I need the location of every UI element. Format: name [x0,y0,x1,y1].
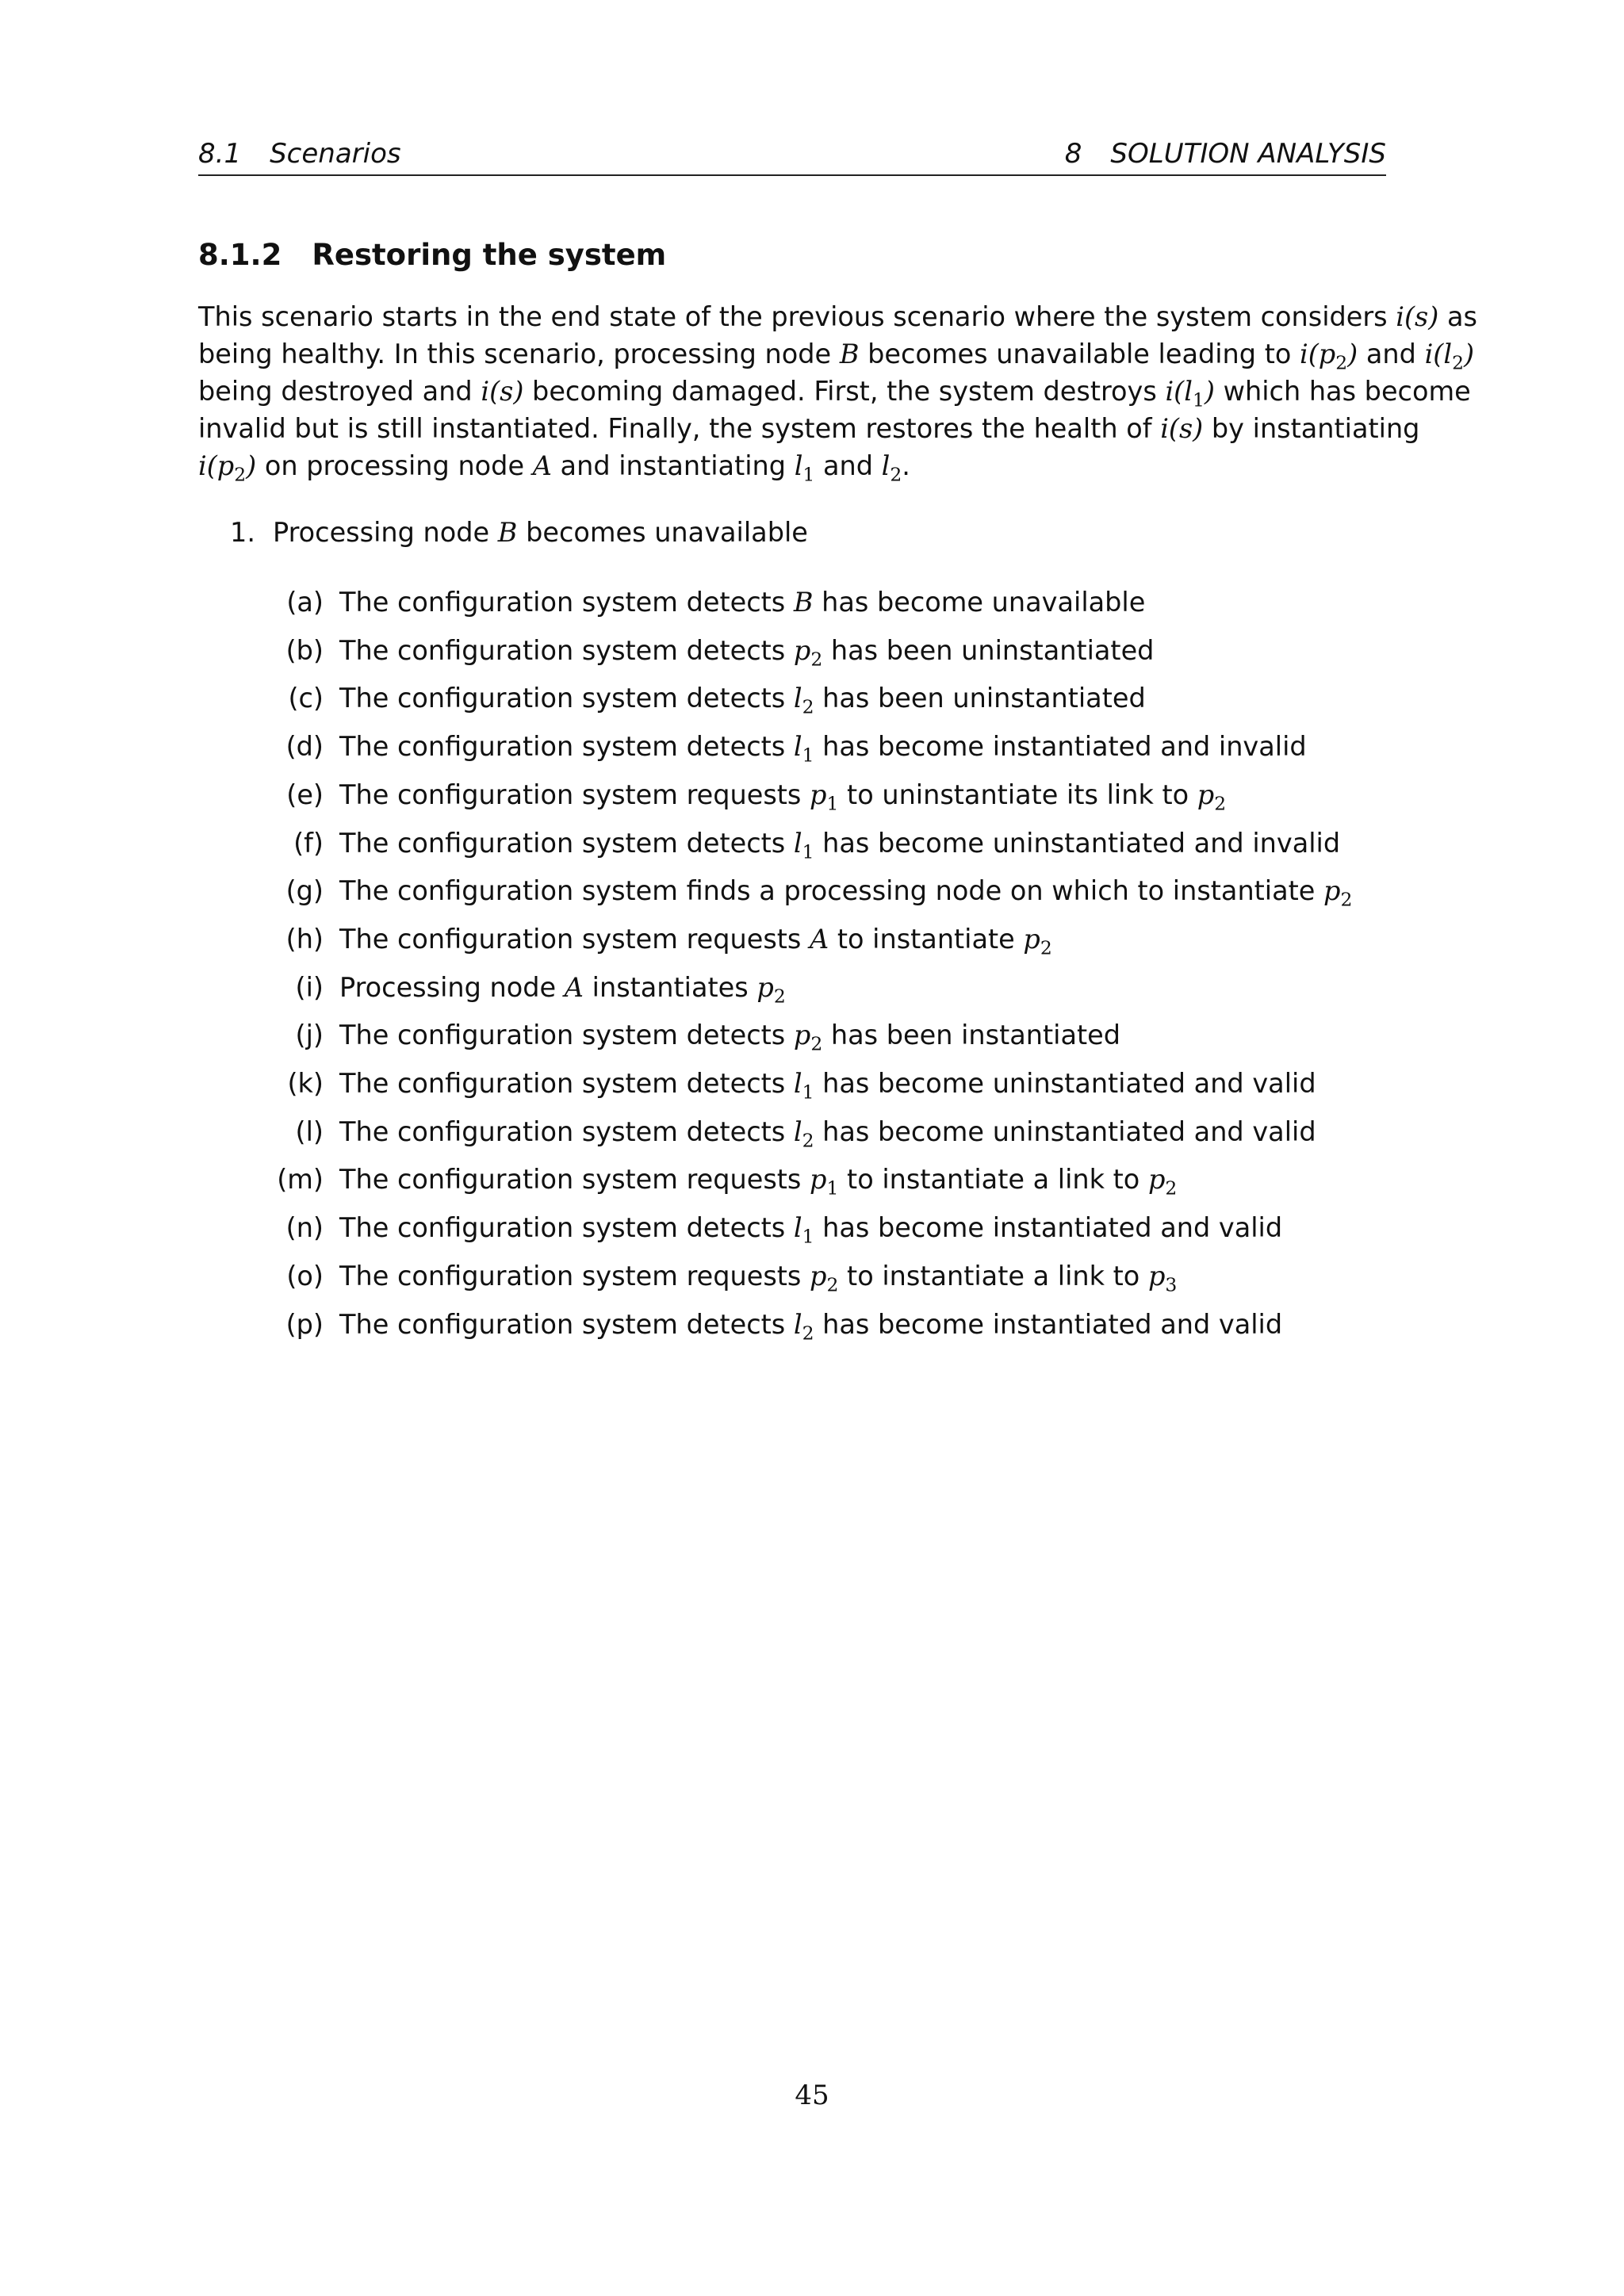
header-chapter [1065,138,1386,170]
list-sub-marker: (g) [285,875,324,907]
text: and [814,450,882,481]
math [793,731,814,767]
math [793,827,814,863]
section-title: Restoring the system [312,238,667,272]
paragraph-line [198,373,1471,411]
math-subscript: 1 [802,463,815,486]
text: Processing node [339,971,565,1003]
math [1424,339,1475,374]
math [793,634,823,671]
math [1147,1260,1178,1296]
math-base: i(l [1165,376,1193,407]
text: The configuration system detects [339,683,794,714]
text: by instantiating [1203,413,1420,444]
list-sub-text [339,634,1155,671]
list-sub-text [339,683,1146,719]
list-sub-marker: (f) [293,827,324,859]
text: has become uninstantiated and invalid [814,827,1341,859]
text: has been uninstantiated [814,683,1146,714]
math: B [839,339,860,369]
list-sub-marker: (j) [295,1020,324,1051]
list-sub-item [198,731,1386,771]
paragraph-line [198,298,1477,335]
text: The configuration system requests [339,1164,810,1196]
math-base: l [793,1212,802,1244]
math [793,1020,823,1055]
text: has been instantiated [822,1020,1120,1051]
text: The configuration system detects [339,1212,794,1244]
text: The configuration system detects [339,731,794,763]
math-subscript: 1 [826,1177,839,1200]
list-item-text [273,517,808,548]
list-sub-text [339,1020,1120,1055]
list-sub-item [198,972,1386,1012]
math [1147,1164,1178,1200]
list-sub-marker: (n) [285,1212,324,1244]
header-chapter-number: 8 [1064,138,1082,170]
math-base: p [810,779,827,810]
text: instantiates [584,971,757,1003]
math [793,1308,814,1345]
math-base: l [793,1115,802,1147]
text: The configuration system finds a processing node on which to instantiate [339,875,1324,907]
math-base: p [1147,1260,1166,1292]
text: becoming damaged. First, the system destroys [523,376,1166,407]
math-base: p [1023,923,1040,955]
text: to instantiate a link to [838,1164,1148,1196]
text: has become uninstantiated and valid [814,1068,1316,1099]
text: . [902,450,910,481]
math-base: p [810,1164,827,1196]
list-sub-marker: (d) [285,731,324,763]
math-base: p [793,634,811,666]
paragraph-line [198,447,1386,484]
math-base: p [793,1020,811,1051]
text: to uninstantiate its link to [838,779,1197,810]
math [1165,376,1215,411]
list-sub-item [198,875,1386,915]
paragraph-line [198,335,1475,374]
list-sub-item [198,1116,1386,1156]
math-subscript: 1 [802,744,814,767]
header-section-number: 8.1 [198,138,242,170]
list-sub-marker: (e) [286,779,324,810]
math-subscript: 2 [1335,351,1348,374]
list-sub-marker: (a) [286,587,324,618]
math-subscript: 3 [1165,1273,1178,1296]
math-subscript: 2 [1340,888,1353,911]
math-subscript: 2 [810,1032,823,1055]
list-sub-item [198,1212,1386,1252]
text: which has become [1214,376,1471,407]
math-subscript: 1 [802,1225,814,1248]
text: has become uninstantiated and valid [814,1115,1316,1147]
math-base: l [793,1308,802,1340]
list-sub-text [339,1308,1283,1345]
list-sub-marker: (l) [295,1115,324,1147]
math-base: l [793,731,802,763]
text: The configuration system requests [339,923,810,955]
list-sub-text [339,1212,1283,1248]
math [810,1260,839,1296]
math [1197,779,1227,815]
math-subscript: 2 [890,463,902,486]
list-sub-item [198,828,1386,867]
math [1300,339,1358,374]
math-base: l [881,450,891,481]
math-base: A [810,923,829,955]
header-chapter-title: SOLUTION ANALYSIS [1110,138,1386,170]
math: i(s) [481,376,524,407]
list-sub-text [339,875,1353,911]
text: becomes unavailable leading to [859,339,1300,369]
math-subscript: 2 [802,1129,814,1152]
section-heading [198,238,666,272]
math [794,587,814,618]
math-subscript: 1 [802,840,814,863]
text: becomes unavailable [517,517,808,548]
math-close: ) [1347,339,1358,369]
text: This scenario starts in the end state of the previous scenario where the system considers [198,301,1396,332]
intro-paragraph [198,298,1477,486]
math-base: l [793,827,802,859]
list-sub-text [339,1164,1178,1200]
text: The configuration system detects [339,1115,794,1147]
math: i(s) [1160,413,1204,444]
math [793,1068,814,1104]
list-sub-item [198,1261,1386,1300]
math-base: B [793,587,814,618]
math-subscript: 2 [802,1322,814,1345]
text: has been uninstantiated [822,634,1155,666]
math [1323,875,1353,911]
math [810,924,829,955]
page-number: 45 [795,2080,829,2111]
text: The configuration system detects [339,1020,794,1051]
text: being healthy. In this scenario, processing node [198,339,840,369]
list-sub-item [198,635,1386,675]
list-sub-marker: (b) [285,634,324,666]
math-base: p [1323,875,1341,907]
math [881,450,902,486]
math [793,1212,814,1248]
text: The configuration system detects [339,1068,794,1099]
running-header [198,133,1386,176]
list-sub-item [198,1068,1386,1108]
math [810,779,839,815]
math-base: i(p [1300,339,1336,369]
text: has become unavailable [813,587,1146,618]
list-sub-item [198,1020,1386,1059]
text: The configuration system detects [339,634,794,666]
text: The configuration system detects [339,587,794,618]
math-base: p [810,1260,827,1292]
list-sub-item [198,683,1386,722]
math [1023,923,1052,959]
list-sub-marker: (i) [295,971,324,1003]
text: The configuration system requests [339,779,810,810]
math: A [532,450,552,481]
text: as [1438,301,1477,332]
list-sub-marker: (k) [287,1068,324,1099]
math-base: p [1197,779,1215,810]
math: B [497,517,518,548]
text: and [1358,339,1425,369]
math-base: l [793,683,802,714]
list-sub-marker: (p) [285,1308,324,1340]
math-subscript: 1 [1192,388,1205,411]
math-close: ) [246,450,257,481]
text: to instantiate [829,923,1024,955]
list-marker: 1. [230,517,255,548]
math: i(s) [1396,301,1439,332]
list-sub-marker: (m) [277,1164,324,1196]
paragraph-line [198,410,1420,447]
list-sub-text [339,971,786,1008]
text: has become instantiated and valid [814,1308,1283,1340]
math-subscript: 2 [1452,351,1464,374]
list-sub-text [339,827,1341,863]
list-sub-text [339,1068,1316,1104]
math-base: i(p [198,450,235,481]
math-base: l [794,450,803,481]
section-number: 8.1.2 [198,238,282,272]
math-close: ) [1204,376,1215,407]
list-sub-item [198,924,1386,963]
list-sub-marker: (o) [286,1260,324,1292]
math-close: ) [1463,339,1475,369]
math-base: l [793,1068,802,1099]
text: on processing node [256,450,533,481]
math-subscript: 1 [802,1081,814,1104]
list-sub-item [198,1164,1386,1203]
math [793,1115,814,1152]
math [565,972,584,1003]
math-subscript: 2 [802,696,814,719]
list-sub-text [339,731,1307,767]
text: The configuration system detects [339,827,794,859]
math-subscript: 2 [234,463,247,486]
text: has become instantiated and invalid [814,731,1307,763]
text: and instantiating [551,450,795,481]
text: being destroyed and [198,376,481,407]
list-sub-text [339,1115,1316,1152]
list-sub-item [198,779,1386,819]
text: Processing node [273,517,498,548]
math-base: p [756,971,774,1003]
math-subscript: 2 [810,648,823,671]
math-subscript: 2 [1040,936,1052,959]
math-subscript: 1 [826,792,839,815]
math [756,971,786,1008]
list-sub-text [339,923,1052,959]
math-subscript: 2 [773,985,786,1008]
math-subscript: 2 [1214,792,1227,815]
math [810,1164,839,1200]
math-base: A [564,971,584,1003]
text: invalid but is still instantiated. Finally, the system restores the health of [198,413,1161,444]
list-sub-marker: (c) [288,683,324,714]
text: The configuration system requests [339,1260,810,1292]
list-sub-marker: (h) [285,923,324,955]
math-subscript: 2 [826,1273,839,1296]
text: has become instantiated and valid [814,1212,1283,1244]
text: The configuration system detects [339,1308,794,1340]
math [794,450,815,486]
math-base: i(l [1424,339,1453,369]
math [793,683,814,719]
list-sub-item [198,1309,1386,1349]
list-sub-item [198,587,1386,626]
math [198,450,257,486]
math-base: p [1147,1164,1166,1196]
header-section-title: Scenarios [270,138,401,170]
list-sub-text [339,587,1145,618]
text: to instantiate a link to [838,1260,1148,1292]
header-section [198,138,401,170]
math-subscript: 2 [1165,1177,1178,1200]
list-sub-text [339,779,1227,815]
list-sub-text [339,1260,1178,1296]
